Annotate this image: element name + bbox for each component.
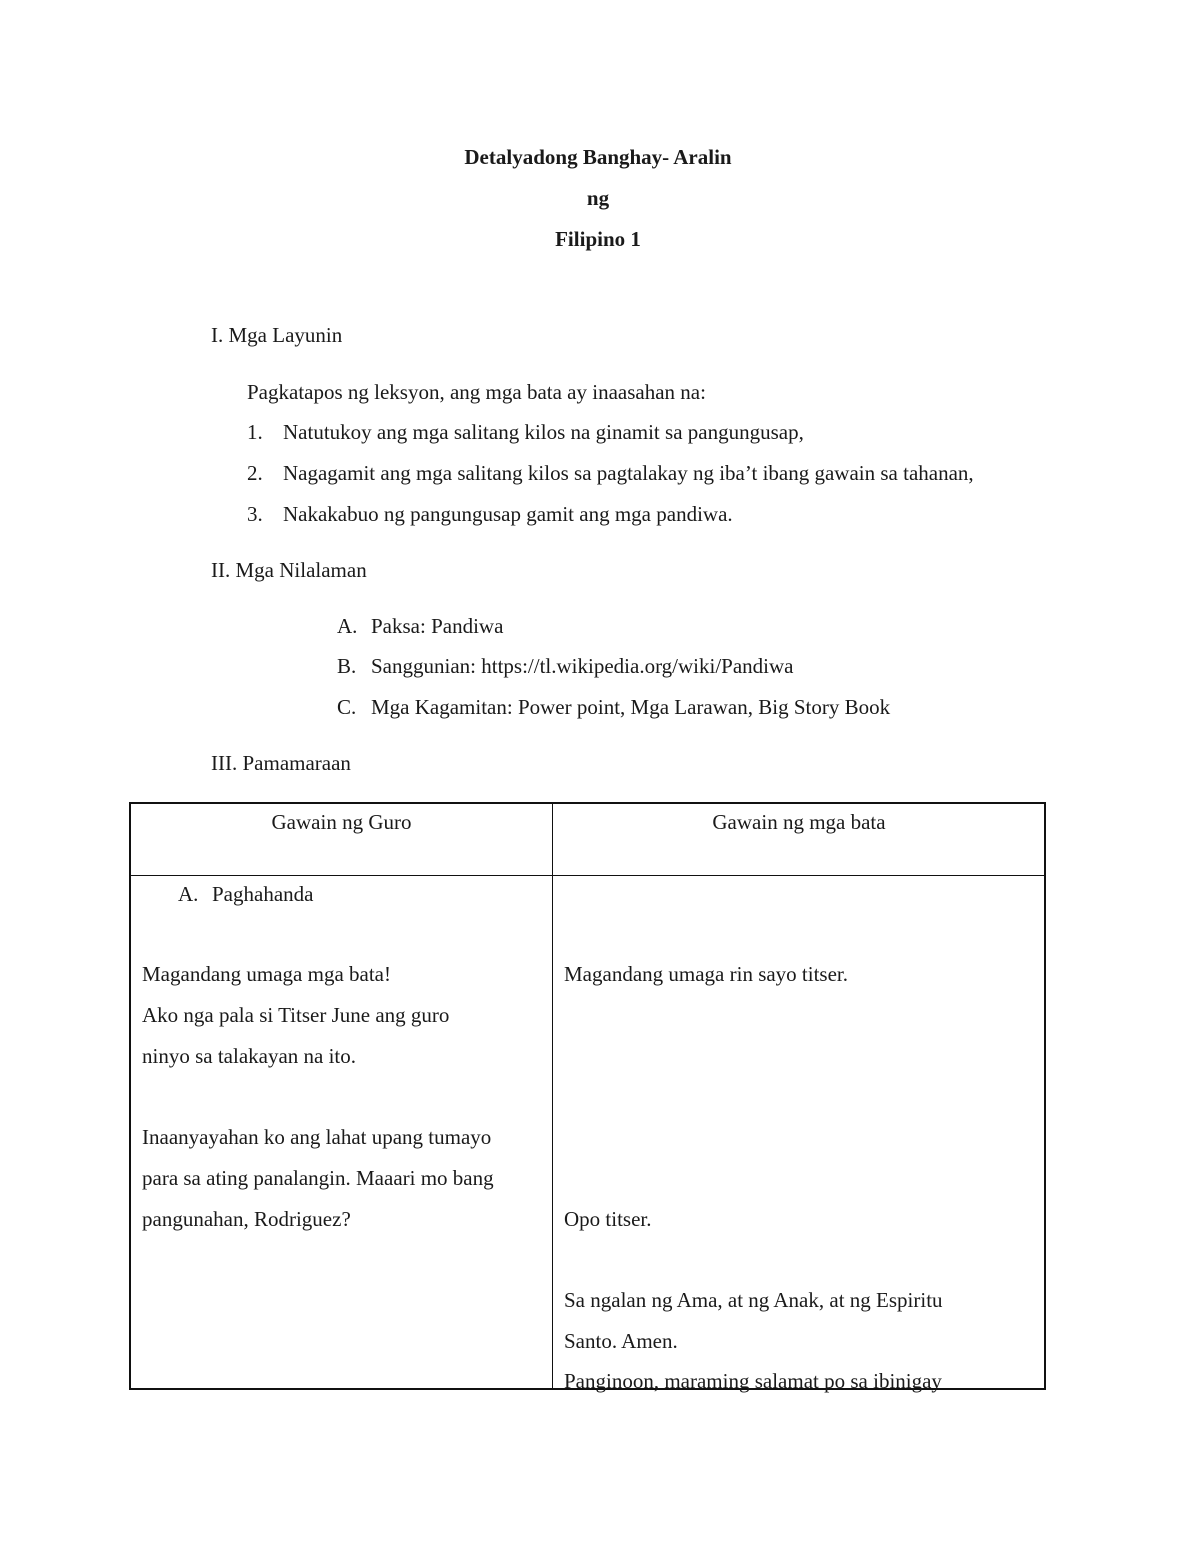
column-header-guro: Gawain ng Guro (271, 810, 412, 834)
student-line: Opo titser. (564, 1207, 652, 1231)
section-heading-layunin: I. Mga Layunin (211, 323, 343, 347)
column-header-bata: Gawain ng mga bata (712, 810, 886, 834)
teacher-line: pangunahan, Rodriguez? (142, 1207, 351, 1231)
document-title: Detalyadong Banghay- Aralin (464, 145, 732, 169)
student-line: Santo. Amen. (564, 1329, 678, 1353)
content-letter: C. (337, 695, 357, 719)
objective-item: Natutukoy ang mga salitang kilos na ginamit sa pangungusap, (283, 420, 804, 444)
content-letter: B. (337, 654, 357, 678)
objective-number: 1. (247, 420, 263, 444)
student-line: Magandang umaga rin sayo titser. (564, 962, 849, 986)
objectives-intro: Pagkatapos ng leksyon, ang mga bata ay inaasahan na: (247, 380, 706, 404)
objective-number: 2. (247, 461, 263, 485)
table-header-divider (131, 875, 1044, 876)
document-subject: Filipino 1 (555, 227, 641, 251)
section-heading-nilalaman: II. Mga Nilalaman (211, 558, 367, 582)
document-title-connector: ng (586, 186, 610, 210)
objective-item: Nakakabuo ng pangungusap gamit ang mga pandiwa. (283, 502, 733, 526)
content-item-sanggunian: Sanggunian: https://tl.wikipedia.org/wiki/Pandiwa (371, 654, 794, 678)
content-item-paksa: Paksa: Pandiwa (371, 614, 504, 638)
objective-number: 3. (247, 502, 263, 526)
section-heading-pamamaraan: III. Pamamaraan (211, 751, 351, 775)
student-line: Sa ngalan ng Ama, at ng Anak, at ng Espiritu (564, 1288, 943, 1312)
teacher-line: Magandang umaga mga bata! (142, 962, 391, 986)
objective-item: Nagagamit ang mga salitang kilos sa pagtalakay ng iba’t ibang gawain sa tahanan, (283, 461, 974, 485)
content-item-kagamitan: Mga Kagamitan: Power point, Mga Larawan, Big Story Book (371, 695, 891, 719)
teacher-line: ninyo sa talakayan na ito. (142, 1044, 357, 1068)
subsection-label: Paghahanda (212, 882, 314, 906)
table-column-divider (552, 804, 553, 1388)
subsection-letter: A. (178, 882, 199, 906)
student-line: Panginoon, maraming salamat po sa ibinigay (564, 1369, 942, 1393)
content-letter: A. (337, 614, 358, 638)
procedure-table (129, 802, 1046, 1393)
teacher-line: Inaanyayahan ko ang lahat upang tumayo (142, 1125, 492, 1149)
teacher-line: para sa ating panalangin. Maaari mo bang (142, 1166, 494, 1190)
teacher-line: Ako nga pala si Titser June ang guro (142, 1003, 450, 1027)
